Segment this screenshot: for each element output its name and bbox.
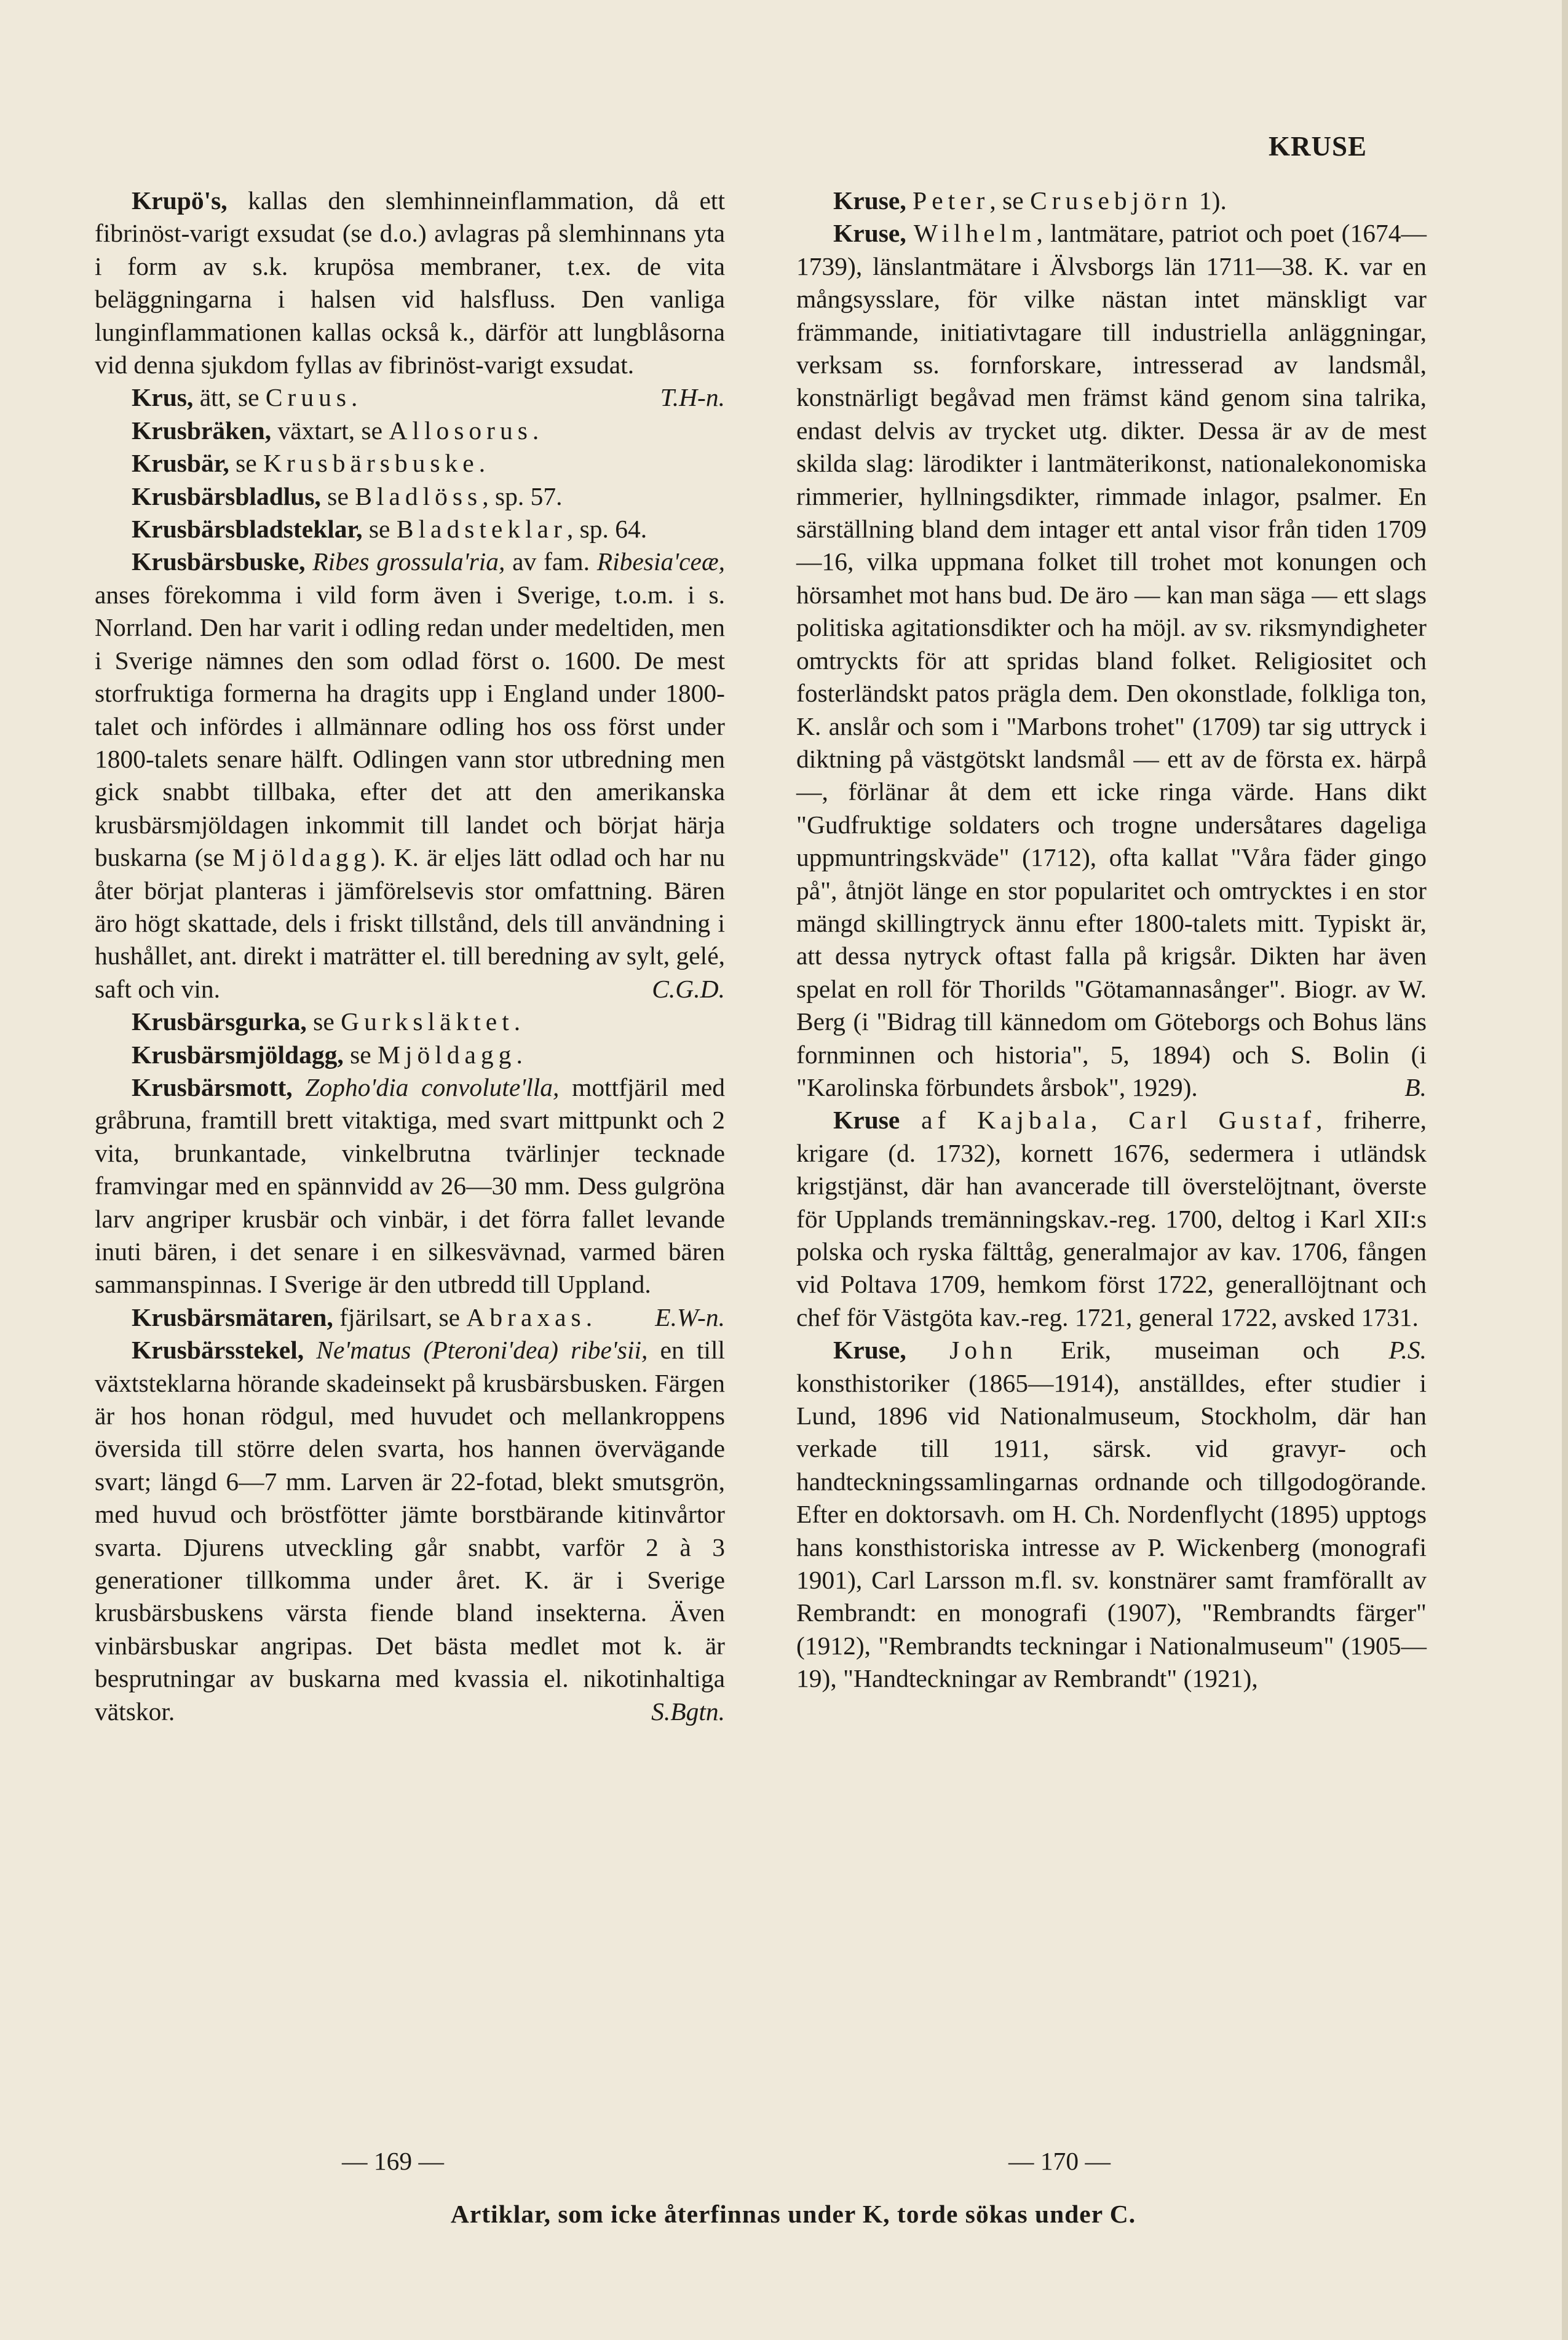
latin-name: Ribes grossula'ria, [305,547,505,576]
cross-reference: Krusbärsbuske [263,449,479,478]
entry-text: anses förekomma i vild form även i Sverige, t.o.m. i s. Norrland. Den har varit i odling redan under medeltiden, men i Sverige nämnes den som odlad först o. 1600. De mest storfruktiga formerna ha dragits upp i England under 1800-talet och infördes i allmännare odling hos oss först under 1800-talets senare hälft. Odlingen vann stor utbredning men gick snabbt tillbaka, efter det att den amerikanska krusbärsmjöldagen inkommit till landet och börjat härja buskarna (se [95,580,725,872]
latin-name: Ne'matus (Pteroni'dea) ribe'sii, [304,1336,648,1365]
cross-reference: Abraxas [466,1303,586,1331]
headword: Krusbärsbladlus, [132,482,321,510]
signature: B. [1404,1073,1427,1101]
person-name: Peter [913,186,990,215]
headword: Krusbärsmjöldagg, [132,1040,344,1069]
entry-text: kallas den slemhinneinflammation, då ett fibrinöst-varigt exsudat (se d.o.) avlagras på slemhinnans yta i form av s.k. krupösa membraner, t.ex. de vita beläggningarna i halsen vid halsfluss. Den vanliga lunginflammationen kallas också k., därför att lungblåsorna vid denna sjukdom fyllas av fibrinöst-varigt exsudat. [95,186,725,379]
left-column [95,184,725,1728]
signature: E.W-n. [655,1303,725,1331]
cross-reference: Mjöldagg [232,843,371,872]
entry-text: se [343,1040,378,1069]
entry-text: Erik, museiman och konsthistoriker (1865—1914), anställdes, efter studier i Lund, 1896 vid Nationalmuseum, Stockholm, där han verkade till 1911, särsk. vid gravyr- och handteckningssamlingarnas ordnande och tillgodogörande. Efter en doktorsavh. om H. Ch. Nordenflycht (1895) upptogs hans konsthistoriska intresse av P. Wickenberg (monografi 1901), Carl Larsson m.fl. sv. konstnärer samt framförallt av Rembrandt: en monografi (1907), "Rembrandts färger" (1912), "Rembrandts teckningar i Nationalmuseum" (1905—19), "Handteckningar av Rembrandt" (1921), [796,1336,1427,1693]
entry [796,184,1427,217]
entry [95,414,725,447]
headword: Krusbärsmätaren, [132,1303,333,1331]
headword: Krusbärsgurka, [132,1007,307,1036]
cross-reference: Mjöldagg [378,1040,517,1069]
headword: Krusbärsbladsteklar, [132,515,363,544]
page-number-left: — 169 — [342,2147,444,2175]
entry-text: , lantmätare, patriot och poet (1674—1739), länslantmätare i Älvsborgs län 1711—38. K. var en mångsysslare, för vilke nästan intet mänskligt var främmande, initiativtagare till industriella anläggningar, verksam ss. fornforskare, intresserad av landsmål, konstnärligt begåvad men främst känd genom sina talrika, endast delvis av trycket utg. dikter. Dessa är av de mest skilda slag: lärodikter i lantmäterikonst, nationalekonomiska rimmerier, hyllningsdikter, rimmade inlagor, psalmer. En särställning bland dem intager ett antal visor från tiden 1709—16, vilka uppmana folket till trohet mot konungen och hörsamhet mot hans bud. De äro — kan man säga — ett slags politiska agitationsdikter och ha möjl. av sv. riksmyndigheter omtryckts för att spridas bland folket. Religiositet och fosterländskt patos präglа dem. Den okonstlade, folkliga ton, K. anslår och som i "Marbons trohet" (1709) tar sig uttryck i diktning på västgötskt landsmål — ett av de första ex. härpå —, förlänar åt dem ett icke ringa värde. Hans dikt "Gudfruktige soldaters och trogne undersåtares dageliga uppmuntringskväde" (1712), ofta kallat "Våra fäder gingo på", åtnjöt länge en stor popularitet och omtrycktes i en stor mängd skillingtryck ännu efter 1800-talets mitt. Typiskt är, att dessa nytryck oftast falla på krigsår. Dikten har även spelat en roll för Thorilds "Götamannasånger". Biogr. av W. Berg (i "Bidrag till kännedom om Göteborgs och Bohus läns fornminnen och historia", 5, 1894) och S. Bolin (i "Karolinska förbundets årsbok", 1929). [796,219,1427,1101]
headword: Kruse, [833,186,906,215]
entry-text: , sp. 57. [482,482,563,510]
signature: S.Bgtn. [651,1697,725,1726]
headword: Krusbärsstekel, [132,1336,304,1365]
entry [95,545,725,1005]
entry [95,1334,725,1728]
headword: Krusbär, [132,449,229,478]
entry-text: fjärilsart, se [333,1303,467,1331]
entry [796,1334,1427,1695]
footer-note: Artiklar, som icke återfinnas under K, torde sökas under C. [450,2200,1136,2228]
headword: Kruse, [833,219,906,248]
entry-text: mottfjäril med gråbruna, framtill brett vitaktiga, med svart mittpunkt och 2 vita, brunkantade, vinkelbrutna tvärlinjer tecknade framvingar med en spännvidd av 26—30 mm. Dess gulgröna larv angriper krusbär och vinbär, i det förra fallet levande inuti bären, i det senare i en silkesvävnad, varmed bären sammanspinnas. I Sverige är den utbredd till Uppland. [95,1073,725,1299]
entry [95,1005,725,1038]
cross-reference: Bladlöss [355,482,483,510]
person-name: Wilhelm [913,219,1037,248]
cross-reference: Bladsteklar [396,515,567,544]
entry-text: . [532,416,539,445]
entry [95,447,725,480]
entry-text: . [478,449,486,478]
headword: Kruse, [833,1336,906,1365]
entry-text: se [362,515,397,544]
entry-text: . [513,1007,521,1036]
entry-text: , friherre, krigare (d. 1732), kornett 1676, sedermera i utländsk krigstjänst, där han avancerade till överstelöjtnant, överste för Upplands tremänningskav.-reg. 1700, deltog i Karl XII:s polska och ryska fälttåg, generalmajor av kav. 1706, fången vid Poltava 1709, hemkom först 1722, generallöjtnant och chef för Västgöta kav.-reg. 1721, general 1722, avsked 1731. [796,1106,1427,1331]
headword: Kruse [833,1106,900,1135]
entry [95,480,725,513]
headword: Krusbärsbuske, [132,547,306,576]
headword: Krusbräken, [132,416,272,445]
entry-text: av fam. [505,547,597,576]
entry-text: . [585,1303,593,1331]
entry-text: , sp. 64. [566,515,647,544]
entry-text: växtart, se [271,416,389,445]
cross-reference: Gurksläktet [341,1007,514,1036]
person-name: af Kajbala, Carl Gustaf [921,1106,1317,1135]
entry-text: en till växtsteklarna hörande skadeinsekt på krusbärsbusken. Färgen är hos honan rödgul, med huvudet och mellankroppens översida till större delen svarta, hos hannen övervägande svart; längd 6—7 mm. Larven är 22-fotad, blekt smutsgrön, med huvud och bröstfötter jämte borstbärande kitinvårtor svarta. Djurens utveckling går snabbt, varför 2 à 3 generationer tillkomma under året. K. är i Sverige krusbärsbuskens värsta fiende bland insekterna. Även vinbärsbuskar angripas. Det bästa medlet mot k. är besprutningar av buskarna med kvassia el. nikotinhaltiga vätskor. [95,1336,726,1726]
entry-text: . [351,383,358,412]
latin-name: Ribesia'ceæ, [596,547,725,576]
entry-text: ). K. är eljes lätt odlad och har nu åter börjat planteras i jämförelsevis stor omfattning. Bären äro högt skattade, dels i friskt tillstånd, dels till användning i hushållet, ant. direkt i maträtter el. till beredning av sylt, gelé, saft och vin. [95,843,726,1003]
signature: T.H-n. [660,383,725,412]
entry [796,217,1427,1104]
signature: C.G.D. [652,974,725,1003]
entry-text [906,186,913,215]
latin-name: Zopho'dia convolute'lla, [292,1073,560,1101]
page-number-right: — 170 — [1008,2147,1111,2175]
entry [95,1039,725,1071]
entry-text: se [306,1007,341,1036]
entry-text [906,1336,950,1364]
headword: Krusbärsmott, [132,1073,293,1101]
cross-reference: Allosorus [389,416,533,445]
cross-reference: Crusebjörn [1030,186,1193,215]
entry-text: , se [989,186,1031,215]
entry-text: . [516,1040,523,1069]
entry-text: 1). [1192,186,1227,215]
entry-text: se [320,482,355,510]
headword: Krupö's, [132,186,228,215]
entry-text: ätt, se [193,383,266,412]
signature: P.S. [1388,1336,1427,1365]
page-edge [1562,0,1568,2340]
running-head: KRUSE [1269,131,1368,162]
entry [95,513,725,545]
entry-text: se [229,449,264,478]
entry-text [900,1106,921,1134]
cross-reference: Cruus [265,383,352,412]
person-name: John [949,1336,1018,1365]
entry-text [906,219,914,247]
headword: Krus, [132,383,194,412]
right-column [796,184,1427,1696]
